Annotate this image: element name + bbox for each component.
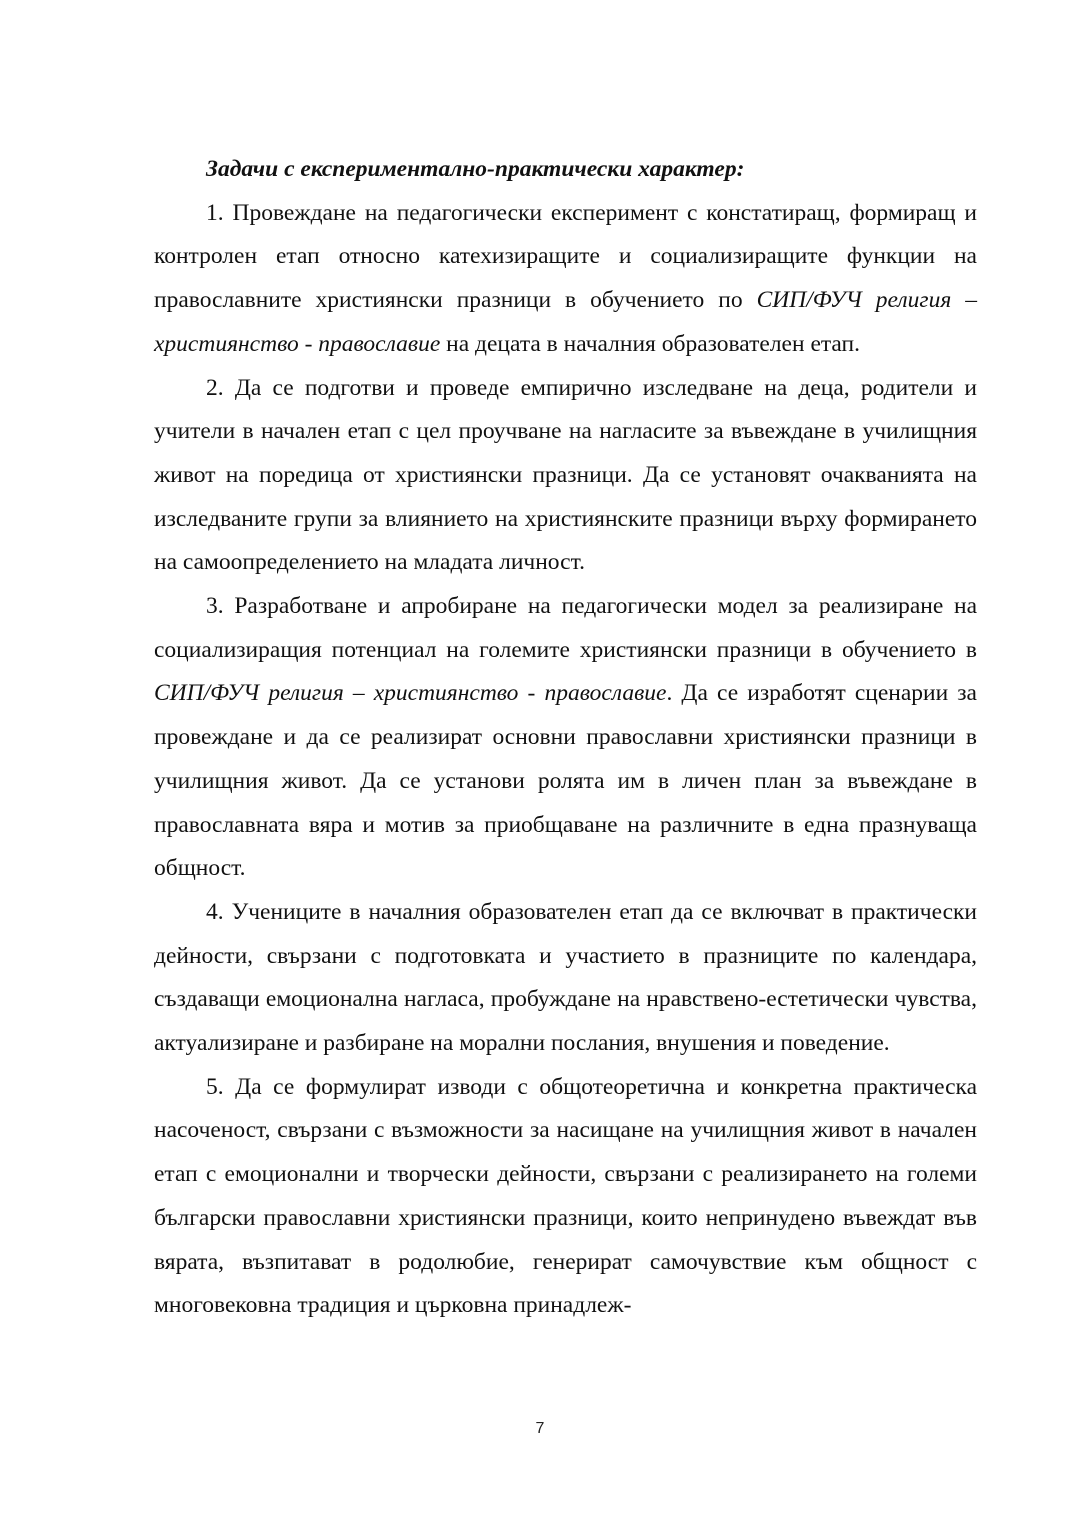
task-text: Учениците в началния образователен етап да се включват в практически дейности, свързани с подготовката и участието в празниците по календара, създаващи емоционална нагласа, пробуждане на нравствено-естетически чувства, актуализиране и разбиране на морални послания, внушения и поведение. (154, 898, 978, 1057)
page-body (154, 148, 977, 1328)
task-paragraph-2 (154, 367, 977, 586)
task-paragraph-4 (154, 891, 977, 1066)
task-number: 1. (206, 199, 224, 226)
task-text: Провеждане на педагогически експеримент с констатиращ, формиращ и контролен етап относно катехизиращите и социализиращите функции на православните християнски празници в обучението по (154, 199, 977, 314)
course-name: СИП/ФУЧ религия – християнство - православие (154, 287, 977, 357)
task-number: 4. (206, 898, 224, 925)
task-number: 3. (206, 593, 224, 620)
page-number: 7 (535, 1420, 545, 1437)
task-number: 2. (206, 374, 224, 401)
task-text: Да се подготви и проведе емпирично изследване на деца, родители и учители в начален етап с цел проучване на нагласите за въвеждане в училищния живот на поредица от християнски празници. Да се установят очакванията на изследваните групи за влиянието на християнските празници върху формирането на самоопределението на младата личност. (154, 374, 977, 576)
task-paragraph-3 (154, 585, 977, 891)
task-text: Да се формулират изводи с общотеоретична и конкретна практическа насоченост, свързани с възможности за насищане на училищния живот в начален етап с емоционални и творчески дейности, свързани с реализирането на големи български православни християнски празници, които непринудено въвеждат във вярата, възпитават в родолюбие, генерират самочувствие към общност с многовековна традиция и църковна принадлеж- (154, 1073, 978, 1319)
task-paragraph-1 (154, 192, 977, 367)
task-text: Разработване и апробиране на педагогически модел за реализиране на социализиращия потенциал на големите християнски празници в обучението в (154, 593, 977, 663)
course-name: СИП/ФУЧ религия – християнство - православие (154, 680, 667, 707)
task-paragraph-5 (154, 1066, 977, 1328)
task-text-continued: на децата в началния образователен етап. (440, 330, 860, 357)
section-heading-colon: : (736, 156, 745, 182)
section-heading-text: Задачи с експериментално-практически характер (206, 156, 737, 182)
section-heading (154, 148, 977, 192)
task-number: 5. (206, 1073, 224, 1100)
task-text-continued: . Да се изработят сценарии за провеждане и да се реализират основни православни християнски празници в училищния живот. Да се установи ролята им в личен план за въвеждане в православната вяра и мотив за приобщаване на различните в една празнуваща общност. (154, 680, 977, 882)
